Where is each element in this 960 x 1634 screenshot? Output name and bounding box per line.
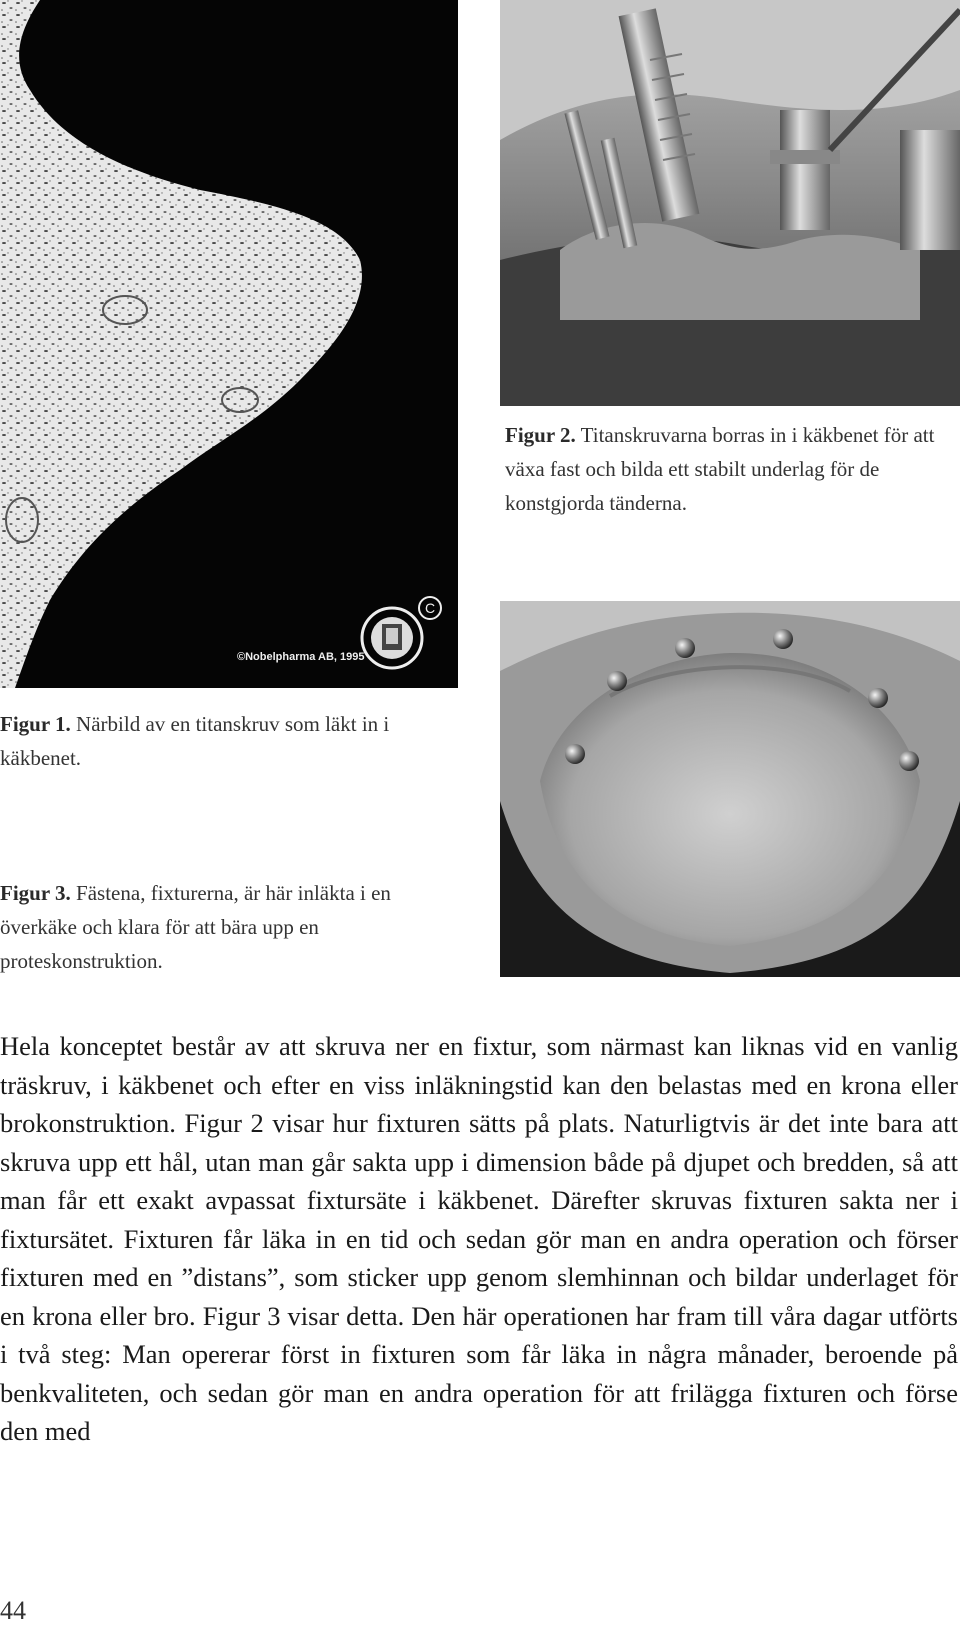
figure-1-label: Figur 1.: [0, 712, 71, 736]
svg-text:C: C: [424, 600, 436, 616]
figure-1-watermark: ©Nobelpharma AB, 1995: [237, 651, 365, 663]
figure-3-image: [500, 601, 960, 977]
figure-1-image: [0, 0, 458, 688]
figure-1-caption-text: Närbild av en titanskruv som läkt in i käkbenet.: [0, 712, 390, 770]
figure-2-caption-text: Titanskruvarna borras in i käkbenet för att växa fast och bilda ett stabilt underlag för de konstgjorda tänderna.: [505, 423, 935, 515]
figure-1-caption: [0, 707, 450, 775]
page-number: 44: [0, 1596, 26, 1625]
figure-2-caption: [505, 418, 955, 520]
body-paragraph: Hela konceptet består av att skruva ner en fixtur, som närmast kan liknas vid en vanlig träskruv, i käkbenet och efter en viss inläkningstid kan den belastas med en krona eller brokonstruktion. Figur 2 visar hur fixturen sätts på plats. Naturligtvis är det inte bara att skruva upp ett hål, utan man går sakta upp i dimension både på djupet och bredden, så att man får ett exakt avpassat fixtursäte i käkbenet. Därefter skruvas fixturen sakta ner i fixtursätet. Fixturen får läka in en tid och sedan gör man en andra operation och förser fixturen med en ”distans”, som sticker upp genom slemhinnan och bildar underlaget för en krona eller bro. Figur 3 visar detta. Den här operationen har fram till våra dagar utförts i två steg: Man opererar först in fixturen som får läka in några månader, beroende på benkvaliteten, och sedan gör man en andra operation för att frilägga fixturen och förse den med: [0, 1031, 958, 1446]
figure-2-label: Figur 2.: [505, 423, 576, 447]
figure-3-caption-text: Fästena, fixturerna, är här inläkta i en överkäke och klara för att bära upp en proteskonstruktion.: [0, 881, 391, 973]
figure-3-caption: [0, 876, 460, 978]
figure-3-label: Figur 3.: [0, 881, 71, 905]
figure-2-image: [500, 0, 960, 406]
